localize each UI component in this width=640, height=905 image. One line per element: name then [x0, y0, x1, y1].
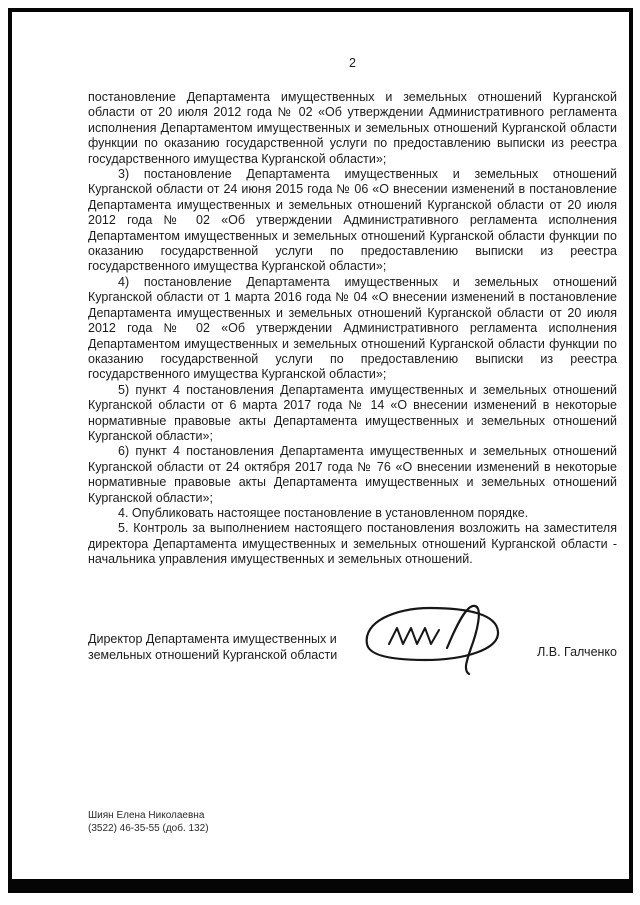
- signature-block: [88, 612, 617, 683]
- page-number: 2: [349, 56, 356, 70]
- signatory-title-line2: земельных отношений Курганской области: [88, 648, 338, 663]
- paragraph-continuation: постановление Департамента имущественных и земельных отношений Курганской области от 20 июля 2012 года № 02 «Об утверждении Административного регламента исполнения Департаментом имущественных и земельных отношений Курганской области функции по оказанию государственной услуги по предоставлению выписки из реестра государственного имущества Курганской области»;: [88, 90, 617, 166]
- contact-name: Шиян Елена Николаевна: [88, 810, 205, 821]
- paragraph-item-5: 5) пункт 4 постановления Департамента имущественных и земельных отношений Курганской области от 6 марта 2017 года № 14 «О внесении изменений в некоторые нормативные правовые акты Департамента имущественных и земельных отношений Курганской области»;: [88, 382, 617, 443]
- paragraph-item-3: 3) постановление Департамента имущественных и земельных отношений Курганской области от 24 июня 2015 года № 06 «О внесении изменений в постановление Департамента имущественных и земельных отношений Курганской области от 20 июля 2012 года № 02 «Об утверждении Административного регламента исполнения Департаментом имущественных и земельных отношений Курганской области функции по оказанию государственной услуги по предоставлению выписки из реестра государственного имущества Курганской области»;: [88, 167, 617, 274]
- contact-phone: (3522) 46-35-55 (доб. 132): [88, 822, 209, 834]
- signatory-name: Л.В. Галченко: [537, 645, 617, 660]
- document-content: [88, 56, 617, 683]
- paragraph-clause-4: 4. Опубликовать настоящее постановление в установленном порядке.: [118, 505, 529, 520]
- paragraph-clause-5: 5. Контроль за выполнением настоящего постановления возложить на заместителя директора Департамента имущественных и земельных отношений Курганской области - начальника управления имущественных и земельных отношений.: [88, 521, 617, 567]
- signatory-title-line1: Директор Департамента имущественных и: [88, 632, 337, 647]
- signature-scribble: [355, 598, 505, 683]
- contact-footer: [88, 810, 209, 835]
- signatory-title: [88, 631, 337, 663]
- paragraph-item-4: 4) постановление Департамента имущественных и земельных отношений Курганской области от 1 марта 2016 года № 04 «О внесении изменений в постановление Департамента имущественных и земельных отношений Курганской области от 20 июля 2012 года № 02 «Об утверждении Административного регламента исполнения Департаментом имущественных и земельных отношений Курганской области функции по оказанию государственной услуги по предоставлению выписки из реестра государственного имущества Курганской области»;: [88, 274, 617, 382]
- paragraph-item-6: 6) пункт 4 постановления Департамента имущественных и земельных отношений Курганской области от 24 октября 2017 года № 76 «О внесении изменений в некоторые нормативные правовые акты Департамента имущественных и земельных отношений Курганской области»;: [88, 444, 617, 505]
